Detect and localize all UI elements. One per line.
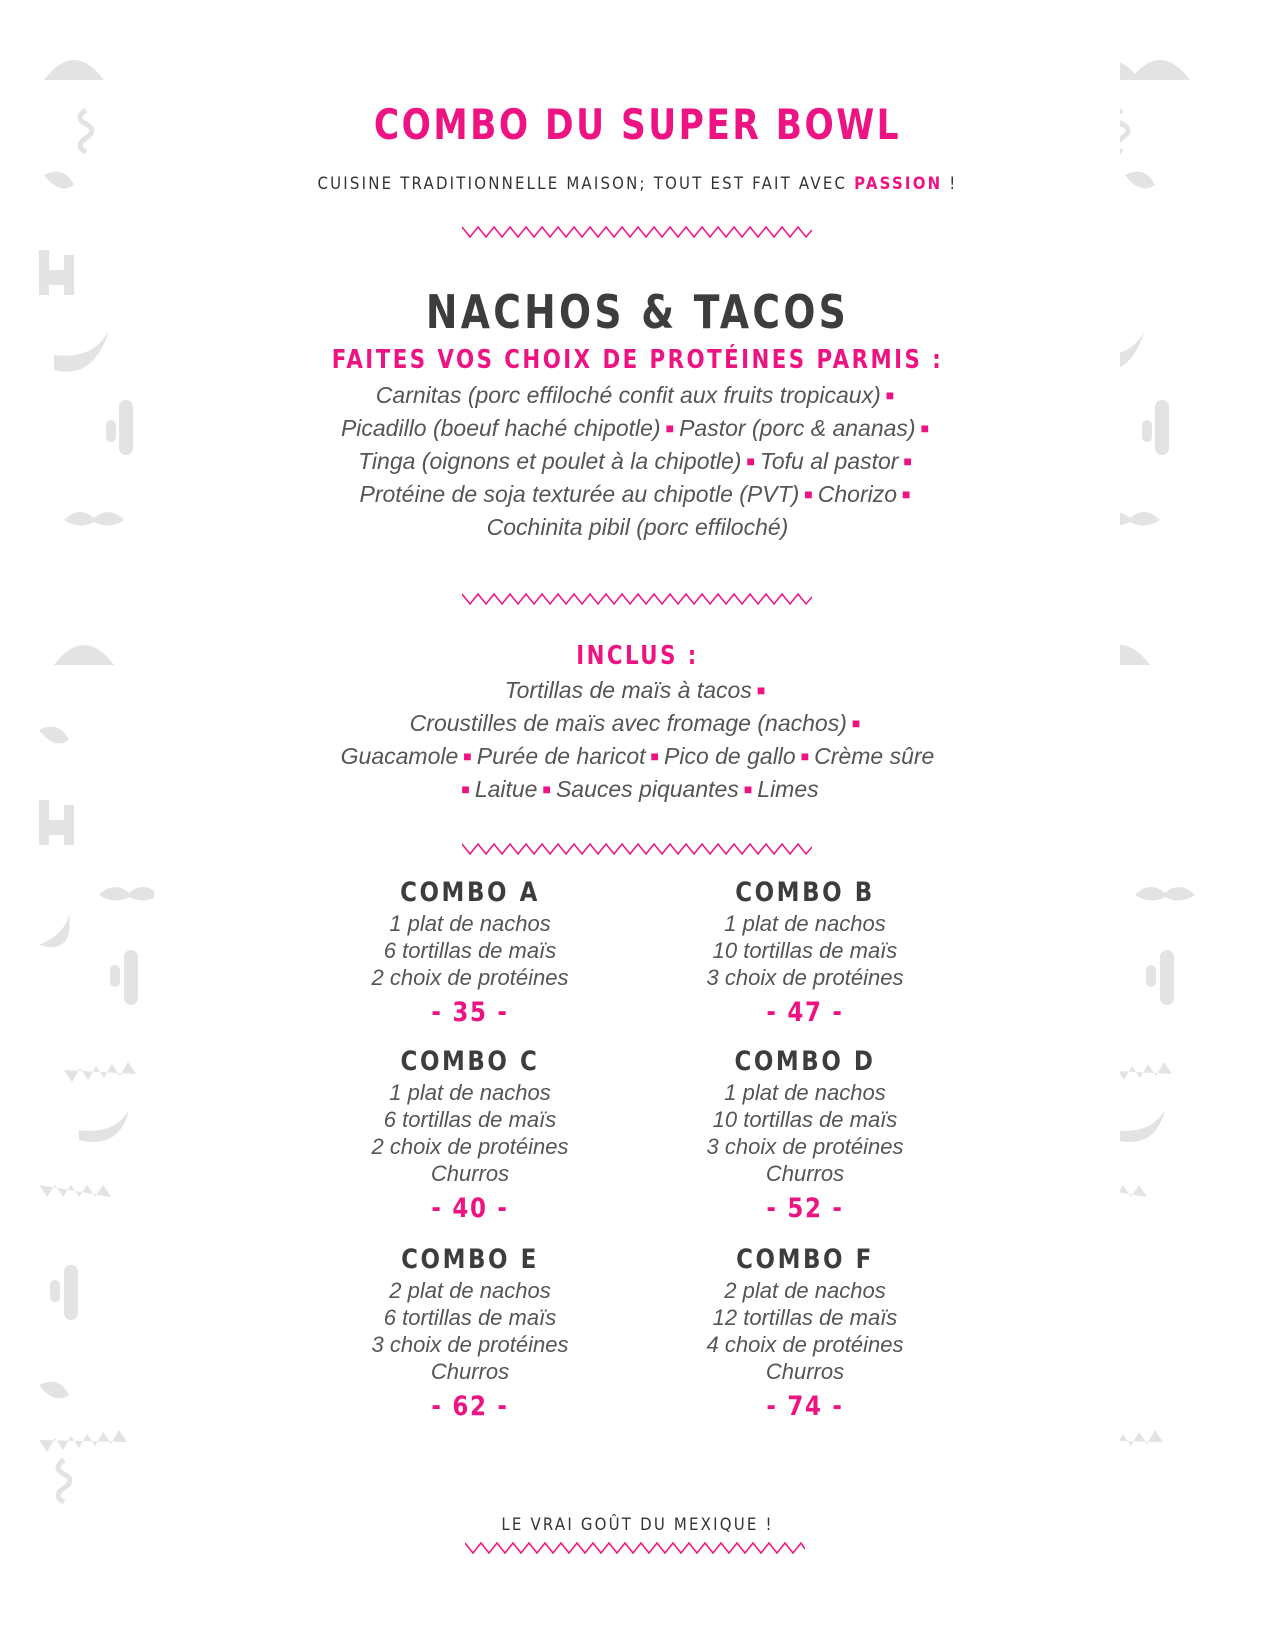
bullet-icon: ■ — [920, 420, 930, 436]
decorative-pattern-left — [34, 0, 154, 1650]
included-item: Sauces piquantes — [555, 776, 739, 802]
combo-card — [645, 1045, 965, 1224]
combo-line: Churros — [765, 1359, 845, 1384]
banner-icon — [64, 1062, 136, 1082]
combo-name: COMBO B — [735, 877, 875, 908]
taco-icon — [1120, 645, 1150, 665]
bullet-icon: ■ — [746, 453, 755, 469]
page-title: COMBO DU SUPER BOWL — [373, 100, 902, 149]
bullet-icon: ■ — [542, 781, 551, 797]
included-item: Guacamole — [340, 743, 459, 769]
footer-text: LE VRAI GOÛT DU MEXIQUE ! — [501, 1515, 774, 1535]
cactus-icon — [50, 1265, 78, 1320]
pepper-icon — [39, 1382, 69, 1399]
included-list — [200, 674, 1075, 806]
protein-item: Chorizo — [817, 481, 898, 507]
bullet-icon: ■ — [463, 748, 472, 764]
pepper-icon — [1120, 172, 1155, 189]
combo-card — [310, 876, 630, 1028]
included-item: Laitue — [474, 776, 538, 802]
list-item — [200, 707, 1075, 740]
tagline — [253, 174, 1023, 194]
combo-price: - 47 - — [766, 997, 844, 1028]
proteins-heading: FAITES VOS CHOIX DE PROTÉINES PARMIS : — [331, 345, 944, 375]
included-item: Croustilles de maïs avec fromage (nachos) — [409, 710, 847, 736]
combo-card — [645, 876, 965, 1028]
combo-line: 4 choix de protéines — [706, 1332, 904, 1357]
combo-line: 2 plat de nachos — [724, 1278, 886, 1303]
combo-card — [310, 1243, 630, 1422]
confetti-icon — [80, 110, 92, 152]
mustache-icon — [1120, 512, 1160, 526]
combo-line: 10 tortillas de maïs — [712, 938, 898, 963]
pinata-icon — [39, 250, 74, 295]
pepper-icon — [44, 172, 74, 189]
taco-icon — [44, 60, 104, 80]
protein-item: Picadillo (boeuf haché chipotle) — [340, 415, 661, 441]
cactus-icon — [1146, 950, 1174, 1005]
proteins-list — [200, 379, 1075, 544]
combo-line: 3 choix de protéines — [706, 1134, 904, 1159]
section-title: NACHOS & TACOS — [425, 285, 850, 339]
list-item — [200, 445, 1075, 478]
combo-line: 2 plat de nachos — [389, 1278, 551, 1303]
combo-line: Churros — [430, 1161, 510, 1186]
combo-line: 1 plat de nachos — [389, 911, 551, 936]
included-item: Purée de haricot — [476, 743, 646, 769]
chili-icon — [54, 330, 109, 372]
confetti-icon — [58, 1460, 70, 1502]
included-heading: INCLUS : — [576, 641, 699, 671]
bullet-icon: ■ — [903, 453, 912, 469]
protein-item: Carnitas (porc effiloché confit aux fruits tropicaux) — [375, 382, 881, 408]
bullet-icon: ■ — [756, 682, 766, 698]
protein-item: Tofu al pastor — [759, 448, 899, 474]
combo-line: 2 choix de protéines — [371, 1134, 569, 1159]
combo-line: 3 choix de protéines — [706, 965, 904, 990]
list-item — [200, 773, 1075, 806]
bullet-icon: ■ — [743, 781, 753, 797]
list-item — [200, 674, 1075, 707]
banner-icon — [39, 1430, 127, 1452]
bullet-icon: ■ — [461, 781, 470, 797]
combo-card — [310, 1045, 630, 1224]
list-item — [200, 478, 1075, 511]
banner-icon — [1120, 1062, 1172, 1082]
combo-name: COMBO F — [736, 1244, 874, 1275]
decorative-pattern-right — [1120, 0, 1240, 1650]
banner-icon — [1120, 1430, 1163, 1452]
chili-icon — [1120, 1110, 1165, 1142]
zigzag-divider — [462, 592, 812, 606]
combo-price: - 35 - — [431, 997, 509, 1028]
list-item — [200, 412, 1075, 445]
protein-item: Cochinita pibil (porc effiloché) — [486, 514, 789, 540]
mustache-icon — [64, 512, 124, 526]
included-item: Crème sûre — [814, 743, 935, 769]
bullet-icon: ■ — [665, 420, 675, 436]
pinata-icon — [39, 800, 74, 845]
tagline-emphasis: PASSION — [854, 174, 943, 194]
zigzag-divider — [465, 1541, 805, 1555]
combo-line: 6 tortillas de maïs — [383, 1305, 557, 1330]
combo-line: Churros — [765, 1161, 845, 1186]
cactus-icon — [106, 400, 133, 455]
banner-icon — [1120, 1185, 1147, 1197]
bullet-icon: ■ — [902, 486, 911, 502]
zigzag-divider — [462, 842, 812, 856]
taco-icon — [1120, 60, 1190, 80]
included-item: Limes — [757, 776, 819, 802]
combo-line: 12 tortillas de maïs — [712, 1305, 898, 1330]
combo-line: 10 tortillas de maïs — [712, 1107, 898, 1132]
combo-line: 6 tortillas de maïs — [383, 938, 557, 963]
combo-name: COMBO A — [400, 877, 540, 908]
combo-price: - 74 - — [766, 1391, 844, 1422]
combo-line: 3 choix de protéines — [371, 1332, 569, 1357]
list-item — [200, 511, 1075, 544]
chili-icon — [39, 915, 70, 947]
banner-icon — [39, 1185, 111, 1197]
protein-item: Tinga (oignons et poulet à la chipotle) — [358, 448, 742, 474]
combo-line: Churros — [430, 1359, 510, 1384]
list-item — [200, 740, 1075, 773]
mustache-icon — [1135, 887, 1195, 901]
cactus-icon — [1142, 400, 1169, 455]
chili-icon — [79, 1110, 129, 1142]
bullet-icon: ■ — [851, 715, 861, 731]
combo-name: COMBO D — [734, 1046, 876, 1077]
chili-icon — [1120, 330, 1145, 372]
combo-card — [645, 1243, 965, 1422]
combo-line: 6 tortillas de maïs — [383, 1107, 557, 1132]
zigzag-divider — [462, 225, 812, 239]
included-item: Tortillas de maïs à tacos — [504, 677, 752, 703]
combo-line: 2 choix de protéines — [371, 965, 569, 990]
bullet-icon: ■ — [650, 748, 659, 764]
list-item — [200, 379, 1075, 412]
combo-line: 1 plat de nachos — [724, 911, 886, 936]
protein-item: Protéine de soja texturée au chipotle (PVT) — [359, 481, 800, 507]
combo-name: COMBO E — [401, 1244, 539, 1275]
bullet-icon: ■ — [885, 387, 895, 403]
combo-line: 1 plat de nachos — [724, 1080, 886, 1105]
mustache-icon — [99, 887, 154, 901]
tagline-text: CUISINE TRADITIONNELLE MAISON; TOUT EST FAIT AVEC — [317, 174, 848, 194]
cactus-icon — [110, 950, 138, 1005]
included-item: Pico de gallo — [664, 743, 796, 769]
combo-price: - 40 - — [431, 1193, 509, 1224]
combo-price: - 52 - — [766, 1193, 844, 1224]
combo-price: - 62 - — [431, 1391, 509, 1422]
bullet-icon: ■ — [800, 748, 810, 764]
pepper-icon — [39, 727, 69, 744]
protein-item: Pastor (porc & ananas) — [679, 415, 916, 441]
tagline-suffix: ! — [949, 174, 958, 194]
combo-name: COMBO C — [400, 1046, 540, 1077]
confetti-icon — [1120, 110, 1128, 152]
combo-line: 1 plat de nachos — [389, 1080, 551, 1105]
bullet-icon: ■ — [804, 486, 813, 502]
taco-icon — [54, 645, 114, 665]
